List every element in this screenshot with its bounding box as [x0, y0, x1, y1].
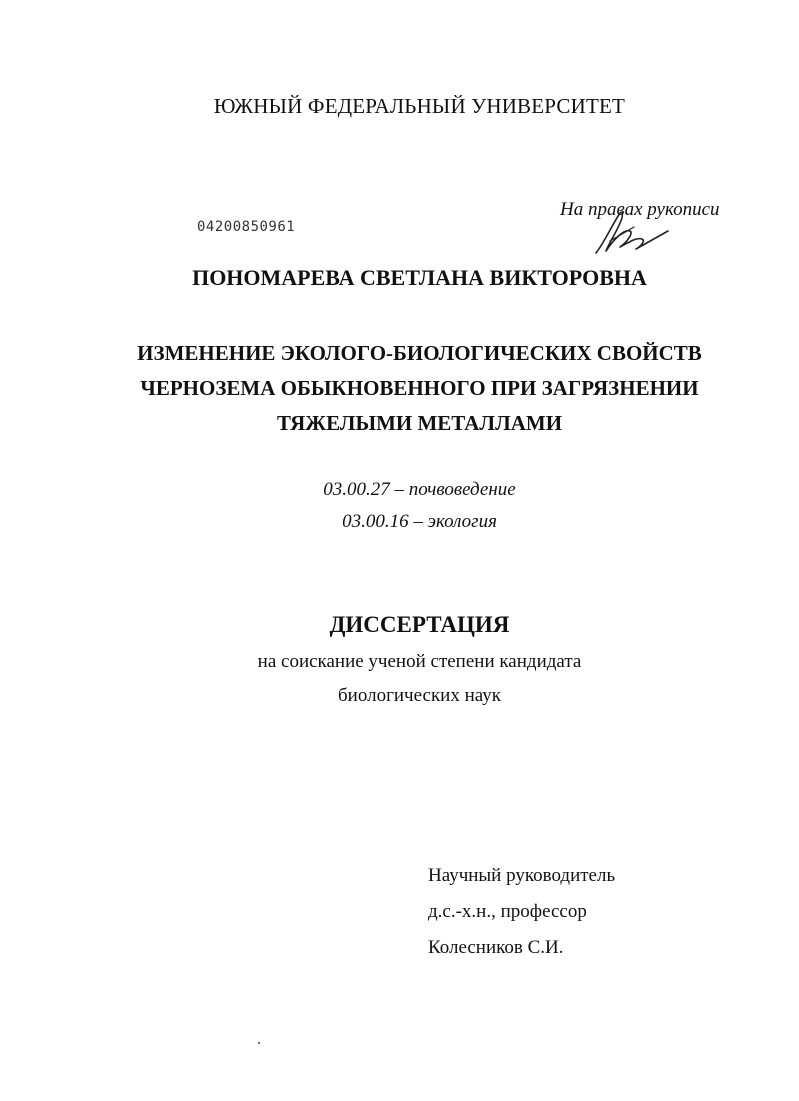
supervisor-name: Колесников С.И.: [428, 937, 564, 958]
signature-icon: [590, 203, 670, 259]
university-name: ЮЖНЫЙ ФЕДЕРАЛЬНЫЙ УНИВЕРСИТЕТ: [213, 94, 626, 118]
specialty-code: 03.00.27 – почвоведение: [323, 479, 516, 500]
specialty-code: 03.00.16 – экология: [342, 511, 497, 532]
manuscript-note: На правах рукописи: [560, 199, 720, 220]
supervisor-role: Научный руководитель: [428, 865, 616, 886]
degree-line: биологических наук: [338, 685, 501, 706]
author-name: ПОНОМАРЕВА СВЕТЛАНА ВИКТОРОВНА: [192, 265, 647, 290]
supervisor-degree: д.с.-х.н., профессор: [428, 901, 587, 922]
supervisor-block: [428, 858, 615, 966]
scan-speck: [258, 1042, 260, 1044]
dissertation-title: [0, 336, 799, 441]
degree-line: на соискание ученой степени кандидата: [257, 651, 582, 672]
title-line: ЧЕРНОЗЕМА ОБЫКНОВЕННОГО ПРИ ЗАГРЯЗНЕНИИ: [140, 376, 699, 400]
title-line: ИЗМЕНЕНИЕ ЭКОЛОГО-БИОЛОГИЧЕСКИХ СВОЙСТВ: [137, 341, 702, 365]
dissertation-heading: ДИССЕРТАЦИЯ: [329, 612, 510, 637]
document-number: 04200850961: [197, 219, 296, 235]
title-line: ТЯЖЕЛЫМИ МЕТАЛЛАМИ: [276, 411, 563, 435]
